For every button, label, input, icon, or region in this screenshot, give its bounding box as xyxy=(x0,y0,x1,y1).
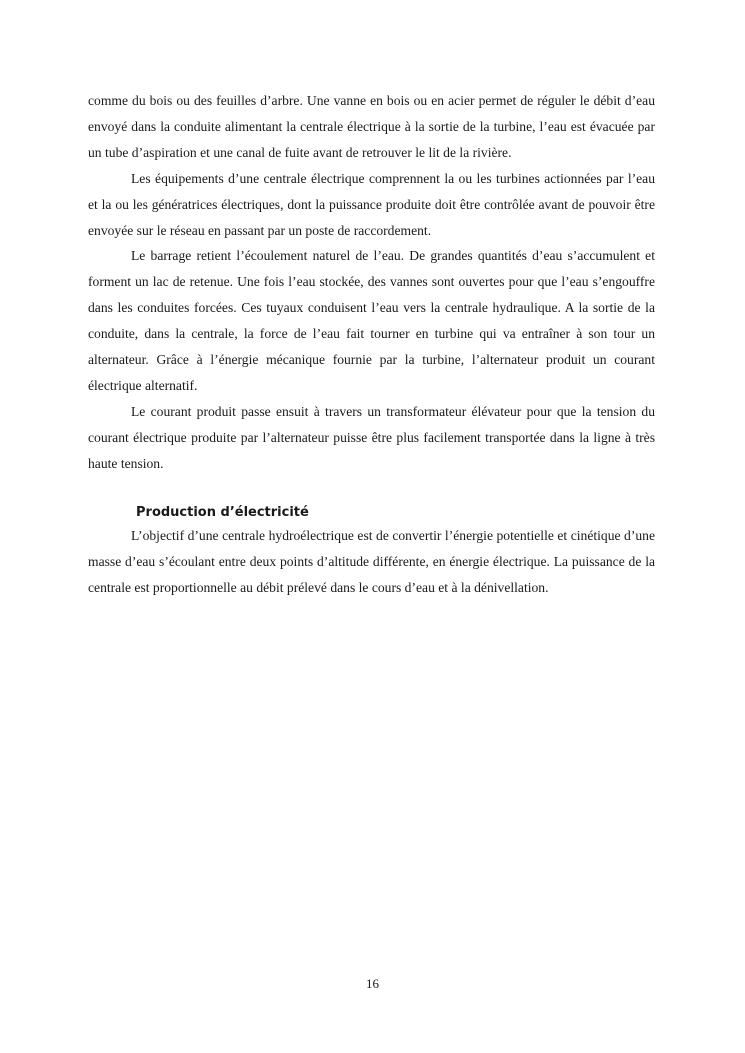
paragraph-continuation: comme du bois ou des feuilles d’arbre. Une vanne en bois ou en acier permet de réguler le débit d’eau envoyé dans la conduite alimentant la centrale électrique à la sortie de la turbine, l’eau est évacuée par un tube d’aspiration et une canal de fuite avant de retrouver le lit de la rivière. xyxy=(88,93,655,160)
section-paragraph: L’objectif d’une centrale hydroélectrique est de convertir l’énergie potentielle et cinétique d’une masse d’eau s’écoulant entre deux points d’altitude différente, en énergie électrique. La puissance de la centrale est proportionnelle au débit prélevé dans le cours d’eau et à la dénivellation. xyxy=(88,527,655,595)
body-text xyxy=(88,88,655,601)
paragraph-barrage: Le barrage retient l’écoulement naturel de l’eau. De grandes quantités d’eau s’accumulent et forment un lac de retenue. Une fois l’eau stockée, des vannes sont ouvertes pour que l’eau s’engouffre dans les conduites forcées. Ces tuyaux conduisent l’eau vers la centrale hydraulique. A la sortie de la conduite, dans la centrale, la force de l’eau fait tourner en turbine qui va entraîner à son tour un alternateur. Grâce à l’énergie mécanique fournie par la turbine, l’alternateur produit un courant électrique alternatif. xyxy=(88,248,655,393)
paragraph-equipements: Les équipements d’une centrale électrique comprennent la ou les turbines actionnées par l’eau et la ou les génératrices électriques, dont la puissance produite doit être contrôlée avant de pouvoir être envoyée sur le réseau en passant par un poste de raccordement. xyxy=(88,170,655,238)
section-heading: Production d’électricité xyxy=(136,504,309,520)
paragraph-courant: Le courant produit passe ensuit à travers un transformateur élévateur pour que la tension du courant électrique produite par l’alternateur puisse être plus facilement transportée dans la ligne à très haute tension. xyxy=(88,403,655,471)
page-number: 16 xyxy=(366,976,379,991)
